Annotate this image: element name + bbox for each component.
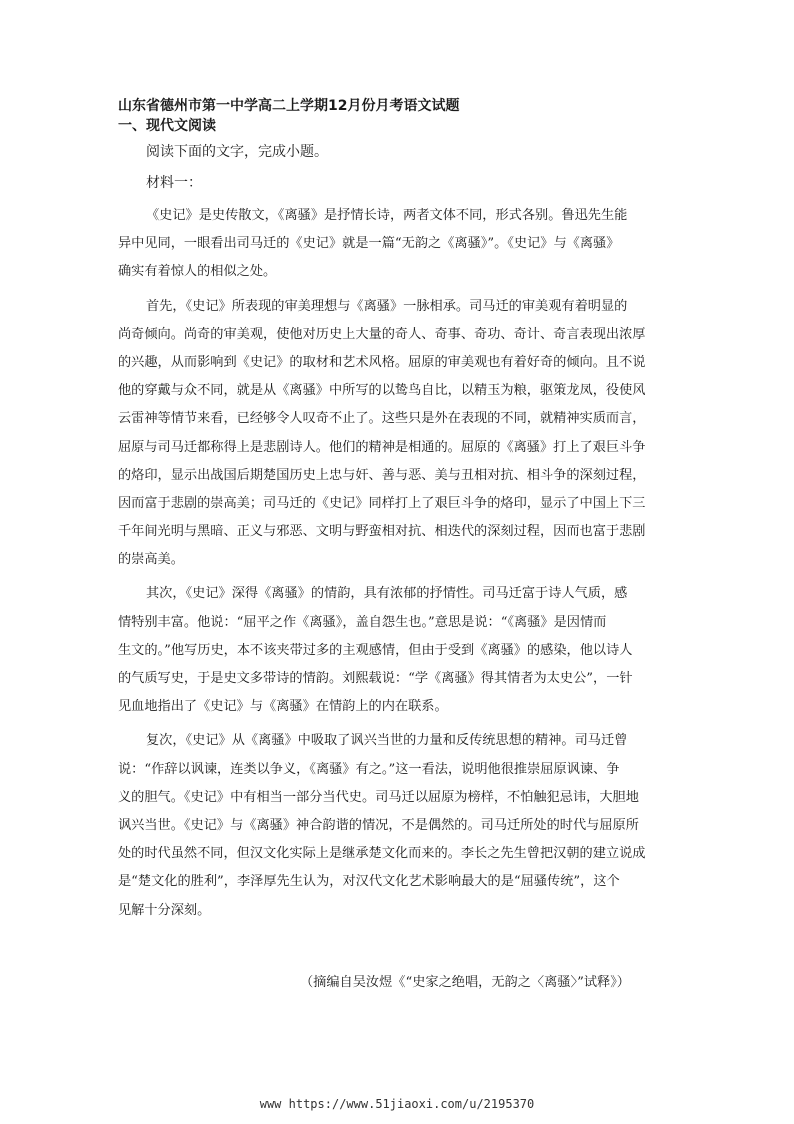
material-label: 材料一： [146, 175, 202, 191]
paragraph-line: 是“楚文化的胜利”，李泽厚先生认为，对汉代文化艺术影响最大的是“屈骚传统”，这个 [118, 874, 620, 890]
paragraph [118, 727, 676, 924]
paragraph-line: 义的胆气。《史记》中有相当一部分当代史。司马迁以屈原为榜样，不怕触犯忌讳，大胆地 [118, 789, 639, 805]
paragraph-line: 的烙印，显示出战国后期楚国历史上忠与奸、善与恶、美与丑相对抗、相斗争的深刻过程， [118, 467, 646, 483]
paragraph-line: 生文的。”他写历史，本不该夹带过多的主观感情，但由于受到《离骚》的感染，他以诗人 [118, 642, 633, 658]
paragraph-line: 《史记》是史传散文，《离骚》是抒情长诗，两者文体不同，形式各别。鲁迅先生能 [146, 208, 628, 223]
paragraph-line: 其次，《史记》深得《离骚》的情韵，具有浓郁的抒情性。司马迁富于诗人气质，感 [146, 586, 628, 602]
paragraph-line: 尚奇倾向。尚奇的审美观，使他对历史上大量的奇人、奇事、奇功、奇计、奇言表现出浓厚 [118, 326, 646, 342]
reading-instruction: 阅读下面的文字，完成小题。 [146, 144, 328, 160]
paragraph [118, 202, 676, 287]
paragraph-line: 确实有着惊人的相似之处。 [118, 264, 277, 280]
paragraph-line: 异中见同，一眼看出司马迁的《史记》就是一篇“无韵之《离骚》”。《史记》与《离骚》 [118, 236, 620, 252]
section-heading: 一、现代文阅读 [118, 118, 216, 134]
paragraph-line: 屈原与司马迁都称得上是悲剧诗人。他们的精神是相通的。屈原的《离骚》打上了艰巨斗争 [118, 439, 646, 455]
paragraph-line: 千年间光明与黑暗、正义与邪恶、文明与野蛮相对抗、相迭代的深刻过程，因而也富于悲剧 [118, 524, 646, 540]
article-body [118, 202, 676, 931]
paragraph-line: 的气质写史，于是史文多带诗的情韵。刘熙载说：“学《离骚》得其情者为太史公”，一针 [118, 671, 633, 686]
paragraph-line: 复次，《史记》从《离骚》中吸取了讽兴当世的力量和反传统思想的精神。司马迁曾 [146, 733, 628, 749]
paragraph-line: 讽兴当世。《史记》与《离骚》神合韵谐的情况，不是偶然的。司马迁所处的时代与屈原所 [118, 817, 639, 833]
paragraph-line: 说：“作辞以讽谏，连类以争义，《离骚》有之。”这一看法，说明他很推崇屈原讽谏、争 [118, 761, 620, 777]
paragraph-line: 因而富于悲剧的崇高美；司马迁的《史记》同样打上了艰巨斗争的烙印，显示了中国上下三 [118, 495, 646, 511]
document-title: 山东省德州市第一中学高二上学期12月份月考语文试题 [118, 98, 460, 114]
source-citation: （摘编自吴汝煜《“史家之绝唱，无韵之〈离骚〉”试释》） [300, 975, 630, 990]
watermark-url: www https://www.51jiaoxi.com/u/2195370 [259, 1097, 535, 1111]
paragraph [118, 293, 676, 575]
paragraph-line: 云雷神等情节来看，已经够令人叹奇不止了。这些只是外在表现的不同，就精神实质而言， [118, 411, 646, 427]
paragraph-line: 见解十分深刻。 [118, 902, 211, 918]
paragraph-line: 首先，《史记》所表现的审美理想与《离骚》一脉相承。司马迁的审美观有着明显的 [146, 298, 628, 314]
paragraph-line: 情特别丰富。他说：“屈平之作《离骚》，盖自怨生也。”意思是说：“《离骚》是因情而 [118, 614, 607, 630]
paragraph-line: 的崇高美。 [118, 552, 184, 568]
paragraph-line: 见血地指出了《史记》与《离骚》在情韵上的内在联系。 [118, 699, 448, 715]
paragraph-line: 他的穿戴与众不同，就是从《离骚》中所写的以鸷鸟自比，以精玉为粮，驱策龙凤，役使风 [118, 383, 646, 399]
paragraph-line: 的兴趣，从而影响到《史记》的取材和艺术风格。屈原的审美观也有着好奇的倾向。且不说 [118, 354, 646, 370]
paragraph-line: 处的时代虽然不同，但汉文化实际上是继承楚文化而来的。李长之先生曾把汉朝的建立说成 [118, 846, 646, 862]
paragraph [118, 580, 676, 721]
